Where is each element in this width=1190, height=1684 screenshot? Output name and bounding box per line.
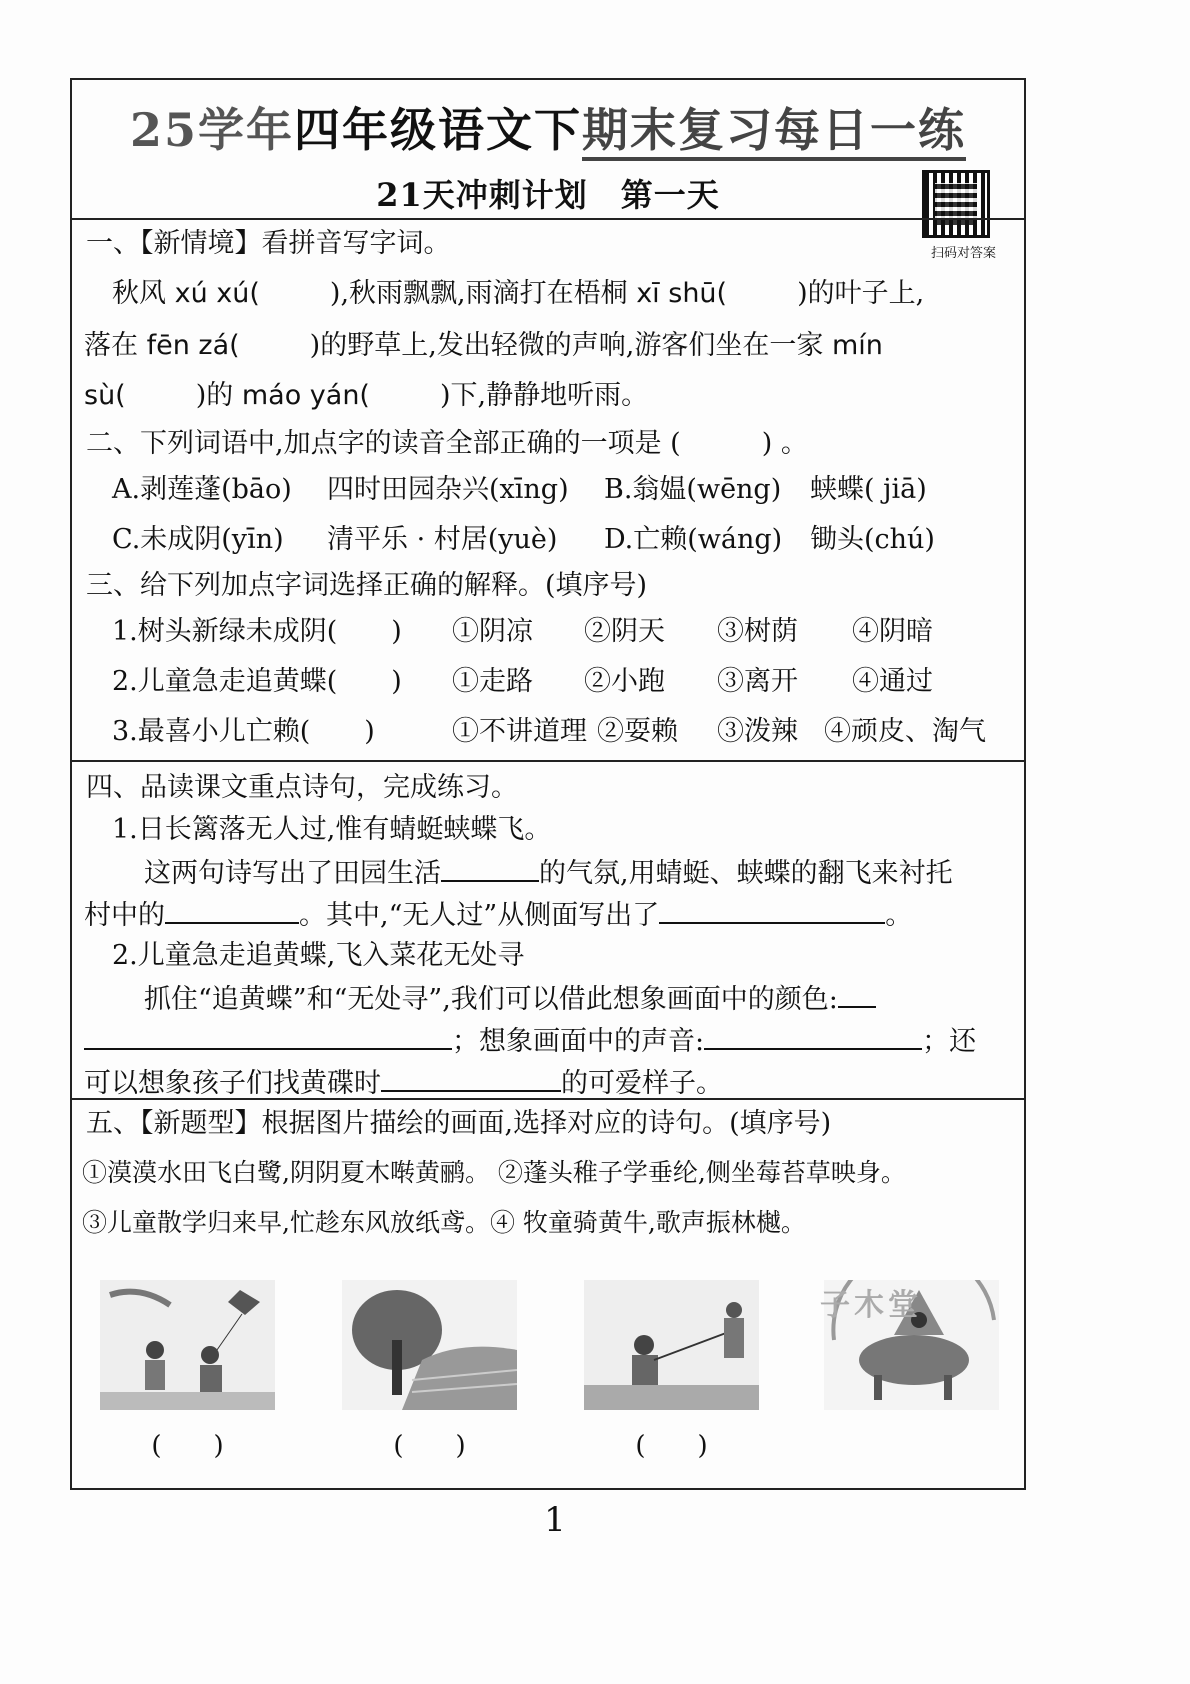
title-grade: 四年级语文下 bbox=[294, 103, 582, 157]
q3-item-1-opt3: ③树荫 bbox=[717, 616, 798, 647]
qr-code-icon[interactable] bbox=[922, 170, 990, 238]
q5-poem-line-1: ①漠漠水田飞白鹭,阴阴夏木啭黄鹂。 ②蓬头稚子学垂纶,侧坐莓苔草映身。 bbox=[82, 1158, 906, 1187]
q2-option-a2: 四时田园杂兴(xīng) bbox=[327, 474, 569, 505]
title-review: 期末复习每日一练 bbox=[582, 103, 966, 161]
q3-item-3-opt3: ③泼辣 bbox=[717, 716, 798, 747]
q5-heading: 五、【新题型】根据图片描绘的画面,选择对应的诗句。(填序号) bbox=[86, 1108, 832, 1139]
page-subtitle: 21天冲刺计划 第一天 bbox=[376, 176, 720, 214]
answer-blank[interactable] bbox=[441, 858, 539, 882]
q4-sentence-5: 可以想象孩子们找黄碟时 的可爱样子。 bbox=[84, 1068, 723, 1099]
q4-sentence-1: 这两句诗写出了田园生活 的气氛,用蜻蜓、蛱蝶的翻飞来衬托 bbox=[144, 858, 953, 889]
q4-sentence-2: 村中的 。其中,“无人过”从侧面写出了 。 bbox=[84, 900, 913, 931]
q3-item-1-stem: 1.树头新绿未成阴( ) bbox=[112, 616, 402, 647]
q1-line1: 秋风 xú xú( ),秋雨飘飘,雨滴打在梧桐 xī shū( )的叶子上, bbox=[112, 278, 925, 309]
worksheet-frame bbox=[70, 78, 1026, 1490]
title-year: 25学年 bbox=[129, 103, 294, 157]
q4-poem-1: 1.日长篱落无人过,惟有蜻蜓蛱蝶飞。 bbox=[112, 814, 552, 845]
q3-item-2-opt1: ①走路 bbox=[452, 666, 533, 697]
q2-option-d2: 锄头(chú) bbox=[810, 524, 935, 555]
q4-heading: 四、品读课文重点诗句，完成练习。 bbox=[86, 772, 518, 803]
answer-blank[interactable] bbox=[381, 1068, 561, 1092]
q1-line2: 落在 fēn zá( )的野草上,发出轻微的声响,游客们坐在一家 mín bbox=[84, 330, 883, 361]
q3-heading: 三、给下列加点字词选择正确的解释。(填序号) bbox=[86, 570, 648, 601]
child-fishing-image bbox=[584, 1280, 759, 1410]
q3-item-2-opt3: ③离开 bbox=[717, 666, 798, 697]
answer-paren-1[interactable]: ( ) bbox=[151, 1431, 224, 1461]
q4-sentence-4: ；想象画面中的声音: ；还 bbox=[84, 1026, 976, 1055]
q1-heading: 一、【新情境】看拼音写字词。 bbox=[86, 228, 451, 259]
q2-heading: 二、下列词语中,加点字的读音全部正确的一项是 ( ) 。 bbox=[86, 428, 808, 459]
q3-item-1-opt1: ①阴凉 bbox=[452, 616, 533, 647]
q3-item-3-stem: 3.最喜小儿亡赖( ) bbox=[112, 716, 375, 747]
watermark: 子木堂 bbox=[820, 1288, 922, 1323]
q2-option-c2: 清平乐 · 村居(yuè) bbox=[327, 524, 558, 555]
qr-caption: 扫码对答案 bbox=[930, 246, 996, 261]
answer-blank[interactable] bbox=[84, 1026, 452, 1050]
q3-item-2-opt4: ④通过 bbox=[852, 666, 933, 697]
answer-blank[interactable] bbox=[659, 900, 885, 924]
q2-option-b2: 蛱蝶( jiā) bbox=[810, 474, 927, 505]
q3-item-3-opt1: ①不讲道理 bbox=[452, 716, 587, 747]
q4-sentence-3: 抓住“追黄蝶”和“无处寻”,我们可以借此想象画面中的颜色: bbox=[144, 984, 876, 1013]
answer-paren-3[interactable]: ( ) bbox=[635, 1431, 708, 1461]
answer-blank[interactable] bbox=[165, 900, 299, 924]
page-number: 1 bbox=[544, 1500, 566, 1540]
q3-item-2-stem: 2.儿童急走追黄蝶( ) bbox=[112, 666, 402, 697]
q5-poem-line-2: ③儿童散学归来早,忙趁东风放纸鸢。④ 牧童骑黄牛,歌声振林樾。 bbox=[82, 1208, 806, 1237]
divider bbox=[72, 760, 1024, 762]
q3-item-3-opt2: ②耍赖 bbox=[597, 716, 678, 747]
q3-item-1-opt4: ④阴暗 bbox=[852, 616, 933, 647]
answer-blank[interactable] bbox=[838, 984, 876, 1008]
kite-flying-image bbox=[100, 1280, 275, 1410]
answer-blank[interactable] bbox=[704, 1026, 922, 1050]
q1-line3: sù( )的 máo yán( )下,静静地听雨。 bbox=[84, 380, 649, 411]
q2-option-d1: D.亡赖(wáng) bbox=[604, 524, 783, 555]
q3-item-2-opt2: ②小跑 bbox=[584, 666, 665, 697]
willow-rice-field-image bbox=[342, 1280, 517, 1410]
page-title bbox=[72, 94, 1024, 160]
answer-paren-2[interactable]: ( ) bbox=[393, 1431, 466, 1461]
q3-item-1-opt2: ②阴天 bbox=[584, 616, 665, 647]
q2-option-b1: B.翁媪(wēng) bbox=[604, 474, 782, 505]
divider bbox=[72, 218, 1024, 220]
q2-option-c1: C.未成阴(yīn) bbox=[112, 524, 284, 555]
q2-option-a1: A.剥莲蓬(bāo) bbox=[112, 474, 292, 505]
q4-poem-2: 2.儿童急走追黄蝶,飞入菜花无处寻 bbox=[112, 940, 525, 971]
q3-item-3-opt4: ④顽皮、淘气 bbox=[824, 716, 986, 747]
